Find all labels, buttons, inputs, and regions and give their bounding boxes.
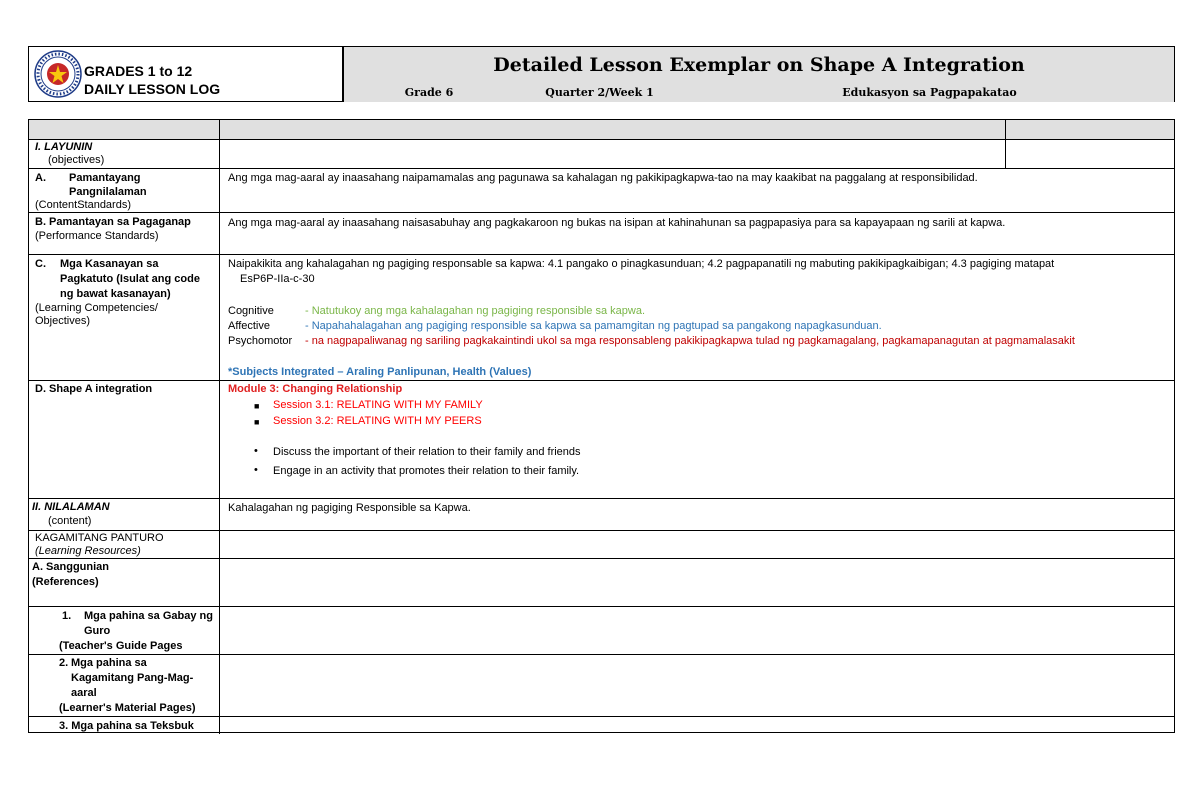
module-title: Module 3: Changing Relationship [228,383,403,395]
session-1: Session 3.1: RELATING WITH MY FAMILY [273,399,483,411]
perf-std-text: Ang mga mag-aaral ay inaasahang naisasabuhay ang pagkakaroon ng bukas na isipan at kahinahunan sa pagpapasiya para sa kapayapaan ng sarili at kapwa. [228,217,1006,229]
subject-cell: Edukasyon sa Pagpapakatao [685,83,1174,102]
header-dll-label: DAILY LESSON LOG [84,81,221,97]
header-right-box [343,46,1175,102]
content-std-label2: Pangnilalaman [69,186,147,198]
content-std-text: Ang mga mag-aaral ay inaasahang naipamamalas ang pagunawa sa kahalagan ng pakikipagkapwa-tao na may kaakibat na paggalang at responsibilidad. [228,172,978,184]
header-grades-label: GRADES 1 to 12 [84,63,193,79]
shape-a-label: D. Shape A integration [35,383,153,395]
dot-bullet-icon: • [254,464,258,476]
learner-material-label2: Kagamitang Pang-Mag- [71,672,194,684]
session-2: Session 3.2: RELATING WITH MY PEERS [273,415,482,427]
lesson-table [28,119,1175,733]
content-std-sub: (ContentStandards) [35,199,131,211]
kagamitan-title: KAGAMITANG PANTURO [35,532,164,544]
table-header-row [29,120,1174,139]
competency-sub2: Objectives) [35,315,91,327]
psychomotor-text: - na nagpapaliwanag ng sariling pagkakaintindi ukol sa mga responsableng pakikipagkapwa tulad ng pagkamagalang, pagkamapanagutan at pagmamalasakit [305,335,1075,347]
affective-label: Affective [228,320,270,332]
sanggunian-sub: (References) [32,576,99,588]
teacher-guide-num: 1. [62,610,72,622]
layunin-sub: (objectives) [48,154,105,166]
nilalaman-sub: (content) [48,515,92,527]
learner-material-label1: Mga pahina sa [71,657,147,669]
teksbuk-label: 3. Mga pahina sa Teksbuk [59,720,194,732]
dot-bullet-icon: • [254,445,258,457]
lesson-title: Detailed Lesson Exemplar on Shape A Integration [344,47,1174,84]
competency-letter: C. [35,258,46,270]
deped-seal-icon [34,50,82,98]
subjects-integrated: *Subjects Integrated – Araling Panlipunan, Health (Values) [228,366,532,378]
competency-code: EsP6P-IIa-c-30 [240,273,315,285]
learner-material-sub: (Learner's Material Pages) [59,702,196,714]
nilalaman-title: II. NILALAMAN [32,501,110,513]
perf-std-label: B. Pamantayan sa Pagaganap [35,216,191,228]
square-bullet-icon: ■ [254,417,260,427]
grade-cell: Grade 6 [344,83,515,102]
content-std-label1: Pamantayang [69,172,141,184]
nilalaman-text: Kahalagahan ng pagiging Responsible sa Kapwa. [228,502,471,514]
cognitive-text: - Natutukoy ang mga kahalagahan ng pagiging responsible sa kapwa. [305,305,646,317]
shape-a-bullet-1: Discuss the important of their relation to their family and friends [273,446,581,458]
sanggunian-title: A. Sanggunian [32,561,109,573]
competency-label3: ng bawat kasanayan) [60,288,171,300]
kagamitan-sub: (Learning Resources) [35,545,141,557]
shape-a-bullet-2: Engage in an activity that promotes their relation to their family. [273,465,580,477]
cognitive-label: Cognitive [228,305,274,317]
affective-text: - Napahahalagahan ang pagiging responsible sa kapwa sa pamamgitan ng pagtupad sa pangakong napagkasunduan. [305,320,882,332]
competency-line1: Naipakikita ang kahalagahan ng pagiging responsable sa kapwa: 4.1 pangako o pinagkasunduan; 4.2 pagpapanatili ng mabuting pakikipagkaibigan; 4.3 pagiging matapat [228,258,1055,270]
teacher-guide-sub: (Teacher's Guide Pages [59,640,183,652]
competency-label2: Pagkatuto (Isulat ang code [60,273,200,285]
teacher-guide-label2: Guro [84,625,111,637]
competency-label1: Mga Kasanayan sa [60,258,159,270]
quarter-cell: Quarter 2/Week 1 [514,83,686,102]
content-std-letter: A. [35,172,46,184]
perf-std-sub: (Performance Standards) [35,230,159,242]
learner-material-label3: aaral [71,687,97,699]
layunin-title: I. LAYUNIN [35,141,93,153]
psychomotor-label: Psychomotor [228,335,293,347]
header-left-box [28,46,343,102]
learner-material-num: 2. [59,657,69,669]
square-bullet-icon: ■ [254,401,260,411]
teacher-guide-label1: Mga pahina sa Gabay ng [84,610,213,622]
competency-sub1: (Learning Competencies/ [35,302,158,314]
